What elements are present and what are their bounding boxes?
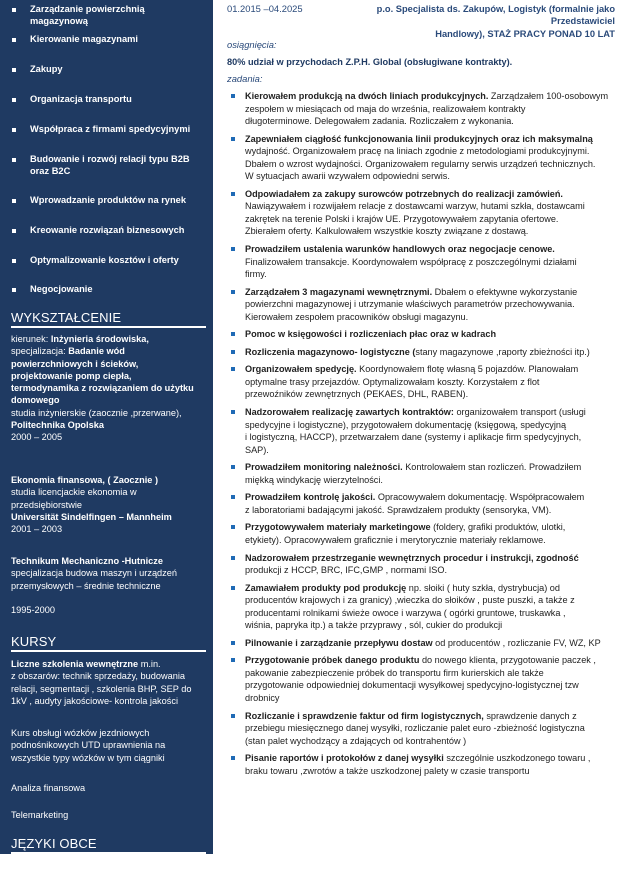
education-heading: WYKSZTAŁCENIE [11,310,122,325]
bullet-icon [231,290,235,294]
section-divider [11,326,206,328]
bullet-icon [231,525,235,529]
duty-item [227,188,615,238]
skill-item: Optymalizowanie kosztów i oferty [12,255,205,267]
duty-text: Nawiązywałem i rozwijałem relacje z dostawcami warzyw, hutami szkła, dostawcami [245,201,585,212]
course-entry-1: Liczne szkolenia wewnętrzne m.in. z obszarów: technik sprzedaży, budowania relacji, segmentacji , szkolenia BHP, SEP do 1kV , audyty jakościowe- kontrola jakości [11,659,192,706]
duty-lead: Kierowałem produkcją na dwóch liniach produkcyjnych. [245,91,489,101]
duty-text: Koordynowałem flotę własną 5 pojazdów. Planowałam [356,364,579,375]
duty-text: powierzchni magazynowej i utrzymanie właściwych parametrów przechowywania. [245,299,575,310]
skill-item: Negocjowanie [12,284,205,296]
duty-text: drobnicy [245,692,280,703]
duty-text: producentami rolnikami świeże owoce i warzywa ( ogórki gruntowe, truskawka , [245,607,566,618]
education-entry-3: Technikum Mechaniczno -Hutnicze specjalizacja budowa maszyn i urządzeń przemysłowych – średnie techniczne 1995-2000 [11,556,177,615]
duty-item [227,328,615,341]
duty-lead: Nadzorowałem przestrzeganie wewnętrznych procedur i instrukcji, zgodność [245,552,579,563]
course-entry-3: Analiza finansowa [11,783,86,793]
duty-text: przygotowanie odpowiedniej dokumentacji wysyłkowej spedycyjno-logistycznej tzw [245,680,579,691]
duty-text: SAP). [245,444,269,455]
duty-text: Dbałem o efektywne wykorzystanie [432,286,578,297]
bullet-icon [231,714,235,718]
sidebar [0,0,213,854]
duty-text: optymalne trasy przejazdów. Optymalizowałam koszty. Korzystałem z flot [245,376,540,387]
duty-lead: Zapewniałem ciągłość funkcjonowania linii produkcyjnych oraz ich maksymalną [245,133,593,144]
duty-item [227,752,615,777]
bullet-icon [231,465,235,469]
duty-text: do nowego klienta, przygotowanie paczek , [419,655,596,666]
duty-text: stany magazynowe ,raporty zbieżności itp.) [415,346,590,357]
bullet-icon [231,410,235,414]
section-divider [11,852,206,854]
duties-list [227,90,615,782]
bullet-icon [231,756,235,760]
duty-text: wiśnia, papryka itp.) a także przyprawy , sól, cukier do produkcji [245,620,503,631]
duty-text: sprawdzenie danych z [483,710,577,721]
bullet-icon [12,98,16,102]
bullet-icon [12,158,16,162]
courses-heading: KURSY [11,634,57,649]
duty-text: np. słoiki ( huty szkła, dystrybucja) od [406,582,560,593]
duty-lead: Zamawiałem produkty pod produkcję [245,582,407,593]
bullet-icon [12,128,16,132]
job-title: p.o. Specjalista ds. Zakupów, Logistyk (formalnie jako Przedstawiciel Handlowy), STAŻ PRACY PONAD 10 LAT [376,4,615,39]
duty-lead: Pilnowanie i zarządzanie przepływu dostaw [245,637,433,648]
duty-text: zespołem w miesiącach od maja do września, realizowałem kontrakty [245,103,526,114]
languages-heading: JĘZYKI OBCE [11,836,97,851]
duty-item [227,133,615,183]
course-entry-4: Telemarketing [11,810,69,820]
duty-text: zakrętek na terenie Polski i krajów UE. Przygotowywałem zapytania ofertowe. [245,213,559,224]
bullet-icon [12,259,16,263]
skill-item: Kierowanie magazynami [12,34,205,46]
duty-item [227,286,615,324]
duty-text: Dbałem o wzrost wydajności. Organizowałem regularny serwis urządzeń technicznych. [245,158,596,169]
duty-lead: Prowadziłem kontrolę jakości. [245,492,376,503]
duty-text: braku towaru ,zwrotów a także uszkodzonej palety w czasie transportu [245,765,530,776]
bullet-icon [231,556,235,560]
bullet-icon [231,137,235,141]
duty-lead: Rozliczanie i sprawdzenie faktur od firm logistycznych, [245,710,484,721]
duty-lead: Odpowiadałem za zakupy surowców potrzebnych do realizacji zamówień. [245,188,563,199]
bullet-icon [231,641,235,645]
duty-text: organizowałem transport (usługi [453,407,586,418]
skill-item: Współpraca z firmami spedycyjnymi [12,124,205,136]
bullet-icon [231,94,235,98]
duty-text: miękką windykację wierzytelności. [245,474,383,485]
bullet-icon [12,229,16,233]
duty-text: firmy. [245,269,267,280]
skill-item: Budowanie i rozwój relacji typu B2B oraz B2C [12,154,190,177]
job-date-range: 01.2015 –04.2025 [227,3,303,14]
duty-lead: Pomoc w księgowości i rozliczeniach płac oraz w kadrach [245,329,497,340]
bullet-icon [12,8,16,12]
duty-text: od producentów , rozliczanie FV, WZ, KP [432,637,601,648]
duty-lead: Prowadziłem monitoring należności. [245,462,403,473]
section-divider [11,650,206,652]
duty-text: Kontrolowałem stan rozliczeń. Prowadziłem [402,462,582,473]
duty-item [227,406,615,456]
duty-item [227,90,615,128]
duty-text: szczególnie uszkodzonego towaru , [443,753,591,764]
duty-text: przebiegu miesięcznego danej wysyłki, rozliczanie palet euro -zbieżność logistyczna [245,723,585,734]
duty-text: pakowanie zabezpieczenie próbek do transportu firm kurierskich ale także [245,667,544,678]
duty-lead: Zarządzałem 3 magazynami wewnętrznymi. [245,286,433,297]
duty-item [227,654,615,704]
bullet-icon [231,350,235,354]
education-entry-2: Ekonomia finansowa, ( Zaocznie ) studia licencjackie ekonomia w przedsiębiorstwie Universität Sindelfingen – Mannheim 2001 – 2003 [11,475,172,535]
bullet-icon [231,192,235,196]
duty-text: (stan palet wychodzący a zdających od kontrahentów ) [245,735,467,746]
bullet-icon [231,332,235,336]
duty-text: (foldery, grafiki produktów, ulotki, [430,522,566,533]
duty-lead: Pisanie raportów i protokołów z danej wysyłki [245,753,444,764]
skill-item: Kreowanie rozwiązań biznesowych [12,225,205,237]
duty-item [227,243,615,281]
bullet-icon [12,199,16,203]
duty-item [227,461,615,486]
bullet-icon [231,247,235,251]
duty-text: długoterminowe. Delegowałem zadania. Rozliczałem z wykonania. [245,116,514,127]
duty-item [227,582,615,632]
bullet-icon [231,586,235,590]
duty-lead: Przygotowywałem materiały marketingowe [245,522,431,533]
duty-item [227,491,615,516]
duty-text: Kierowałem zespołem pracowników obsługi magazynu. [245,311,469,322]
duty-lead: Przygotowanie próbek danego produktu [245,655,420,666]
duty-item [227,521,615,546]
duty-lead: Rozliczenia magazynowo- logistyczne ( [245,346,416,357]
duty-text: z laboratoriami badającymi jakość. Sprawdzałem produkty (sensoryka, VM). [245,504,552,515]
duty-item [227,552,615,577]
duty-text: Zarządzałem 100-osobowym [488,91,609,101]
duty-text: przewoźników zewnętrznych (PEKAES, DHL, RABEN). [245,389,469,400]
duty-text: i logistyczną, HACCP), przetwarzałem dane (systemy i aplikacje firm spedycyjnych, [245,432,582,443]
duty-text: Finalizowałem transakcje. Koordynowałem współpracę z poszczególnymi działami [245,256,577,267]
duty-lead: Prowadziłem ustalenia warunków handlowych oraz negocjacje cenowe. [245,244,555,255]
duty-text: wydajność. Organizowałem pracę na liniach zgodnie z metodologiami produkcyjnymi. [245,146,590,157]
achievement-text: 80% udział w przychodach Z.P.H. Global (obsługiwane kontrakty). [227,57,513,67]
bullet-icon [231,658,235,662]
duty-text: etykiety). Opracowywałem graficznie i merytorycznie materiały reklamowe. [245,534,546,545]
duty-item [227,346,615,359]
skill-item: Zarządzanie powierzchnią magazynową [12,4,205,27]
education-entry-1: kierunek: Inżynieria środowiska, specjalizacja: Badanie wód powierzchniowych i ścieków, projektowanie pomp ciepła, termodynamika z rozwiązaniem do użytku domowego studia inżynierskie (zaocznie ,przerwane), Politechnika Opolska 2000 – 2005 [11,334,194,443]
bullet-icon [12,38,16,42]
duty-text: produkcji z HCCP, BRC, IFC,GMP , normami ISO. [245,565,447,576]
duty-item [227,710,615,748]
duty-text: Opracowywałem dokumentację. Współpracowałem [375,492,585,503]
duty-text: W sytuacjach awarii wzywałem odpowiedni serwis. [245,171,450,182]
duty-lead: Organizowałem spedycję. [245,364,357,375]
duty-item [227,363,615,401]
skill-item: Zakupy [12,64,205,76]
duty-text: Zbierałem oferty. Kalkulowałem wszystkie koszty związane z dostawą. [245,226,529,237]
duty-text: spedycyjne i logistyczne), przygotowałem dokumentację (księgową, spedycyjną [245,419,567,430]
tasks-label: zadania: [227,73,263,84]
bullet-icon [12,288,16,292]
bullet-icon [12,68,16,72]
course-entry-2: Kurs obsługi wózków jezdniowych podnośnikowych UTD uprawnienia na wszystkie typy wózków w tym ciągniki [11,728,166,763]
duty-text: producentów krajowych i za granicy) ,wieczka do słoików , puste puszki, a także z [245,595,575,606]
duty-item [227,637,615,650]
duty-lead: Nadzorowałem realizację zawartych kontraktów: [245,407,454,418]
bullet-icon [231,495,235,499]
skill-item: Organizacja transportu [12,94,205,106]
achievements-label: osiągnięcia: [227,39,277,50]
skill-item: Wprowadzanie produktów na rynek [12,195,205,207]
bullet-icon [231,367,235,371]
